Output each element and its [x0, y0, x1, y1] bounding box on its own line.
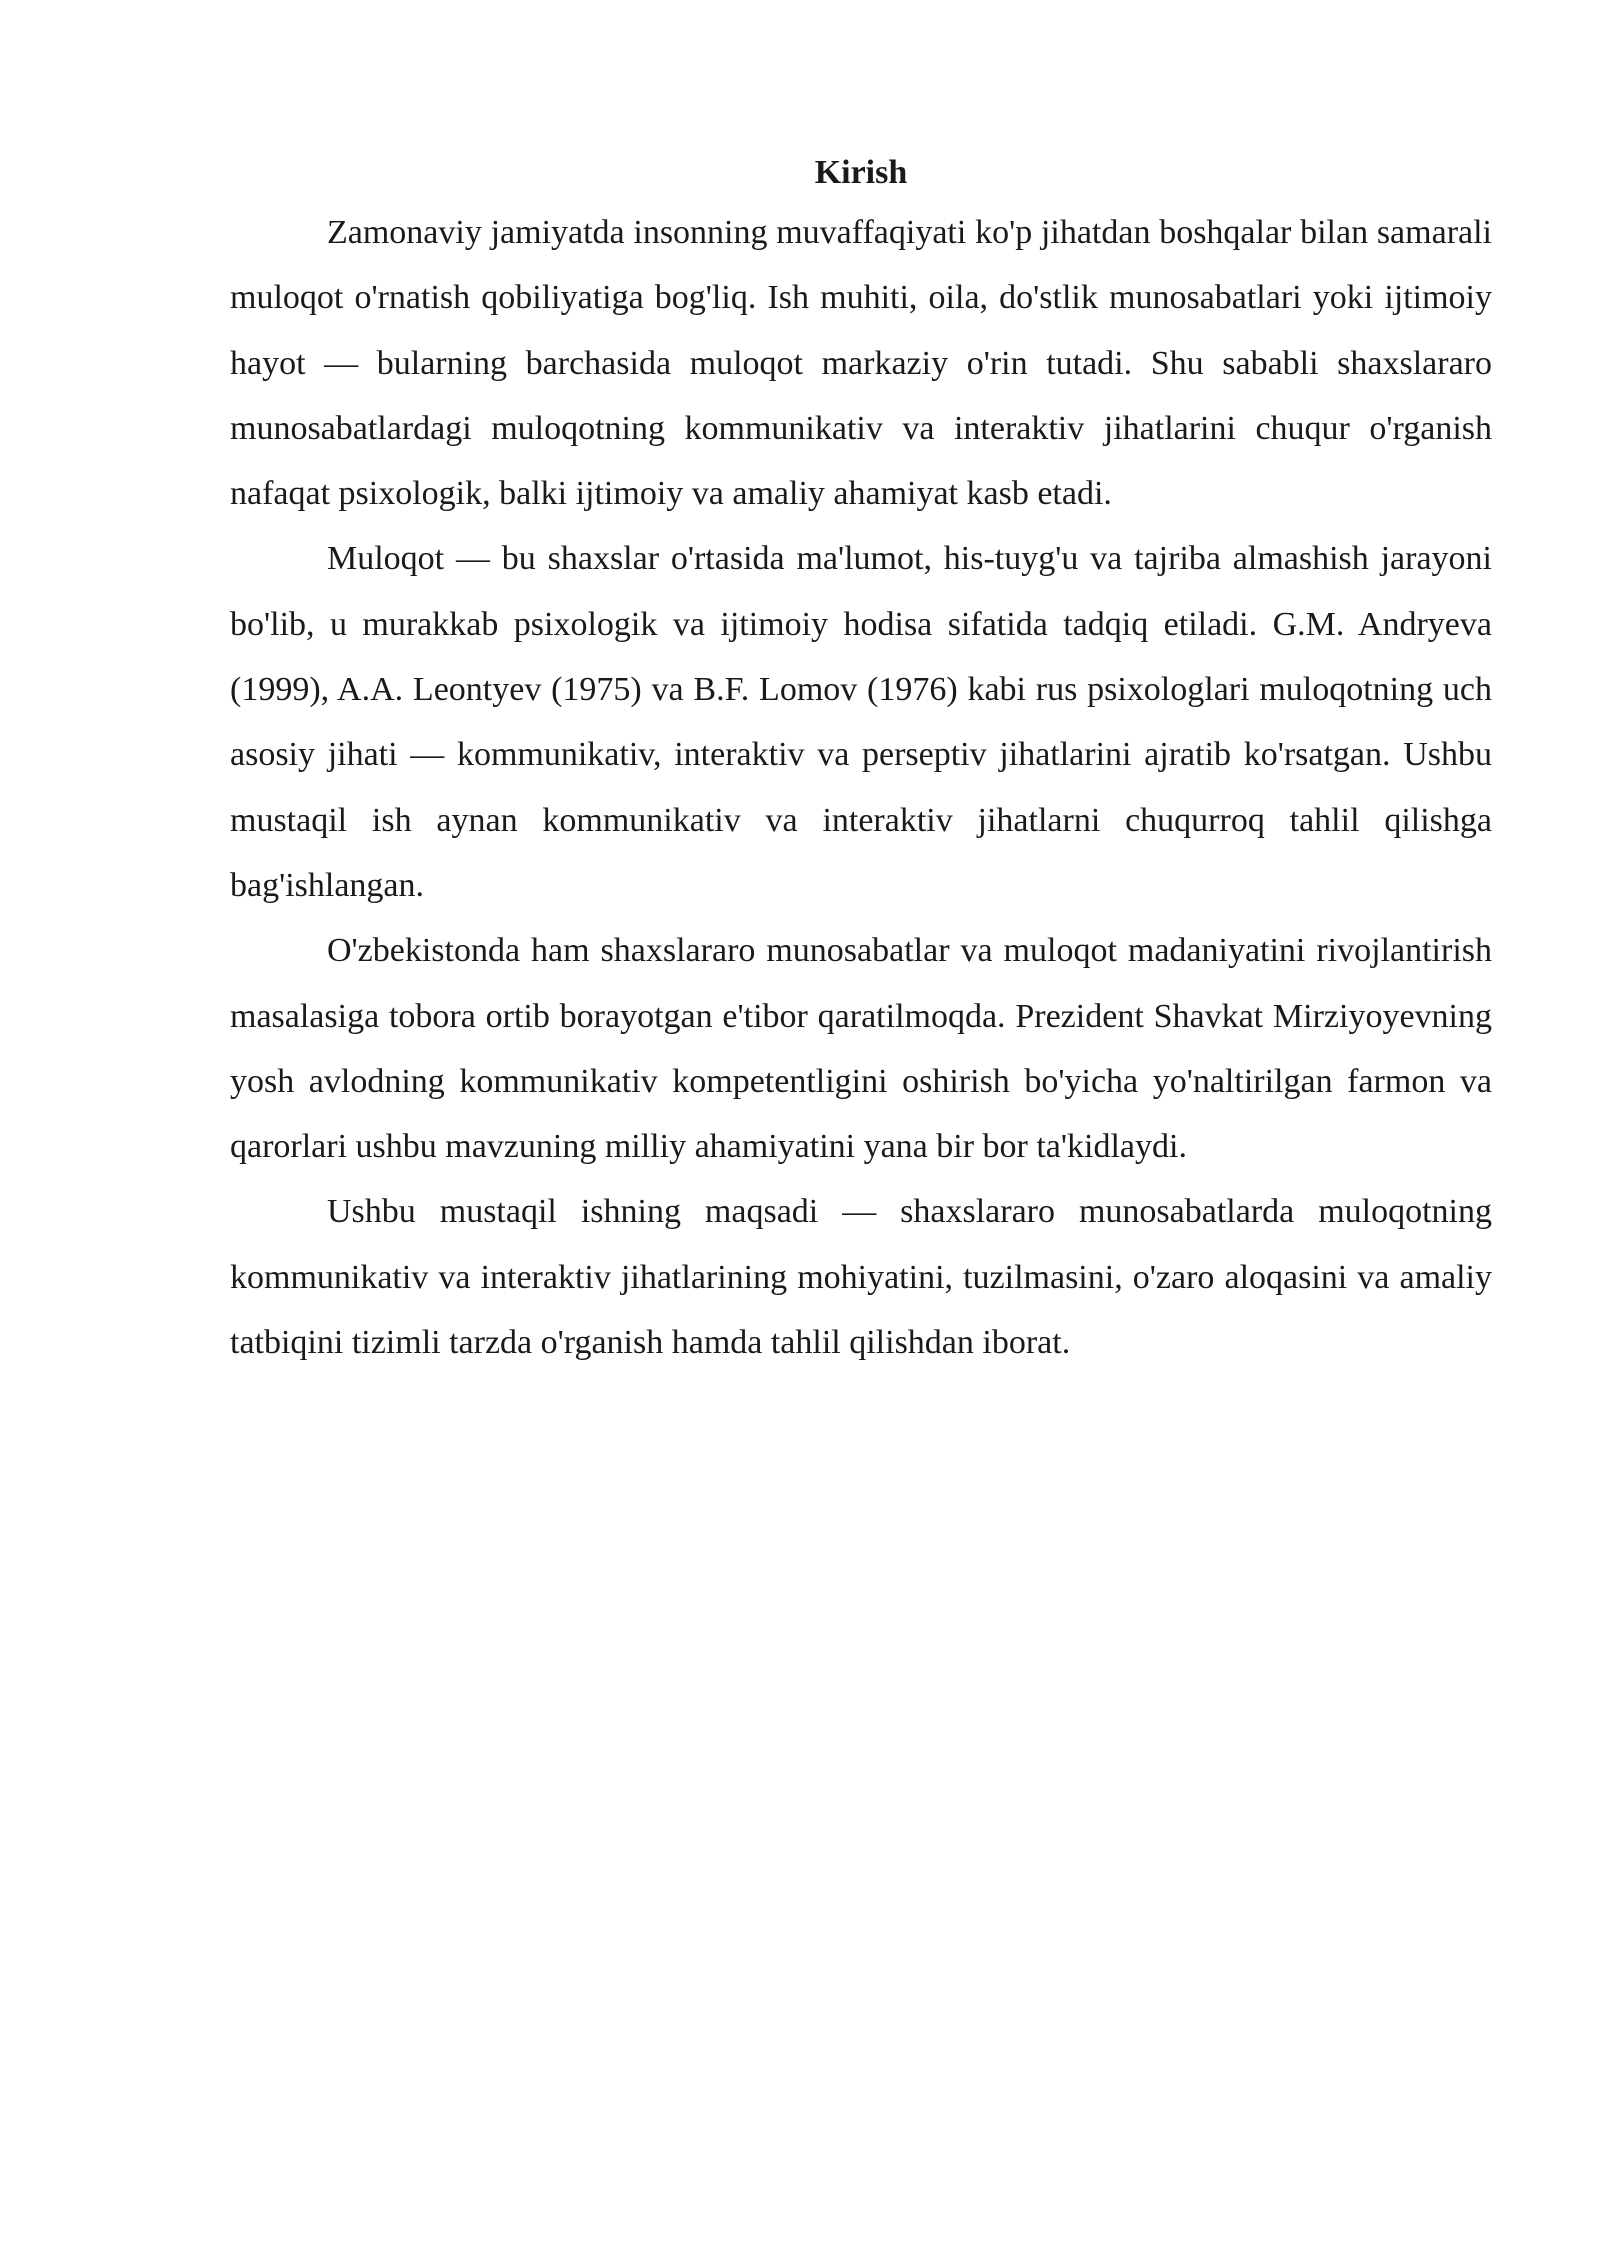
paragraph-4: Ushbu mustaqil ishning maqsadi — shaxslararo munosabatlarda muloqotning kommunikativ va interaktiv jihatlarining mohiyatini, tuzilmasini, o'zaro aloqasini va amaliy tatbiqini tizimli tarzda o'rganish hamda tahlil qilishdan iborat.: [230, 1193, 1492, 1362]
paragraph-3: O'zbekistonda ham shaxslararo munosabatlar va muloqot madaniyatini rivojlantirish masalasiga tobora ortib borayotgan e'tibor qaratilmoqda. Prezident Shavkat Mirziyoyevning yosh avlodning kommunikativ kompetentligini oshirish bo'yicha yo'naltirilgan farmon va qarorlari ushbu mavzuning milliy ahamiyatini yana bir bor ta'kidlaydi.: [230, 932, 1492, 1166]
paragraph-1: Zamonaviy jamiyatda insonning muvaffaqiyati ko'p jihatdan boshqalar bilan samarali muloqot o'rnatish qobiliyatiga bog'liq. Ish muhiti, oila, do'stlik munosabatlari yoki ijtimoiy hayot — bularning barchasida muloqot markaziy o'rin tutadi. Shu sababli shaxslararo munosabatlardagi muloqotning kommunikativ va interaktiv jihatlarini chuqur o'rganish nafaqat psixologik, balki ijtimoiy va amaliy ahamiyat kasb etadi.: [230, 214, 1492, 513]
section-title: Kirish: [814, 154, 908, 191]
page-content: [230, 148, 1492, 1375]
paragraph-2: Muloqot — bu shaxslar o'rtasida ma'lumot, his-tuyg'u va tajriba almashish jarayoni bo'lib, u murakkab psixologik va ijtimoiy hodisa sifatida tadqiq etiladi. G.M. Andryeva (1999), A.A. Leontyev (1975) va B.F. Lomov (1976) kabi rus psixologlari muloqotning uch asosiy jihati — kommunikativ, interaktiv va perseptiv jihatlarini ajratib ko'rsatgan. Ushbu mustaqil ish aynan kommunikativ va interaktiv jihatlarni chuqurroq tahlil qilishga bag'ishlangan.: [230, 540, 1492, 904]
